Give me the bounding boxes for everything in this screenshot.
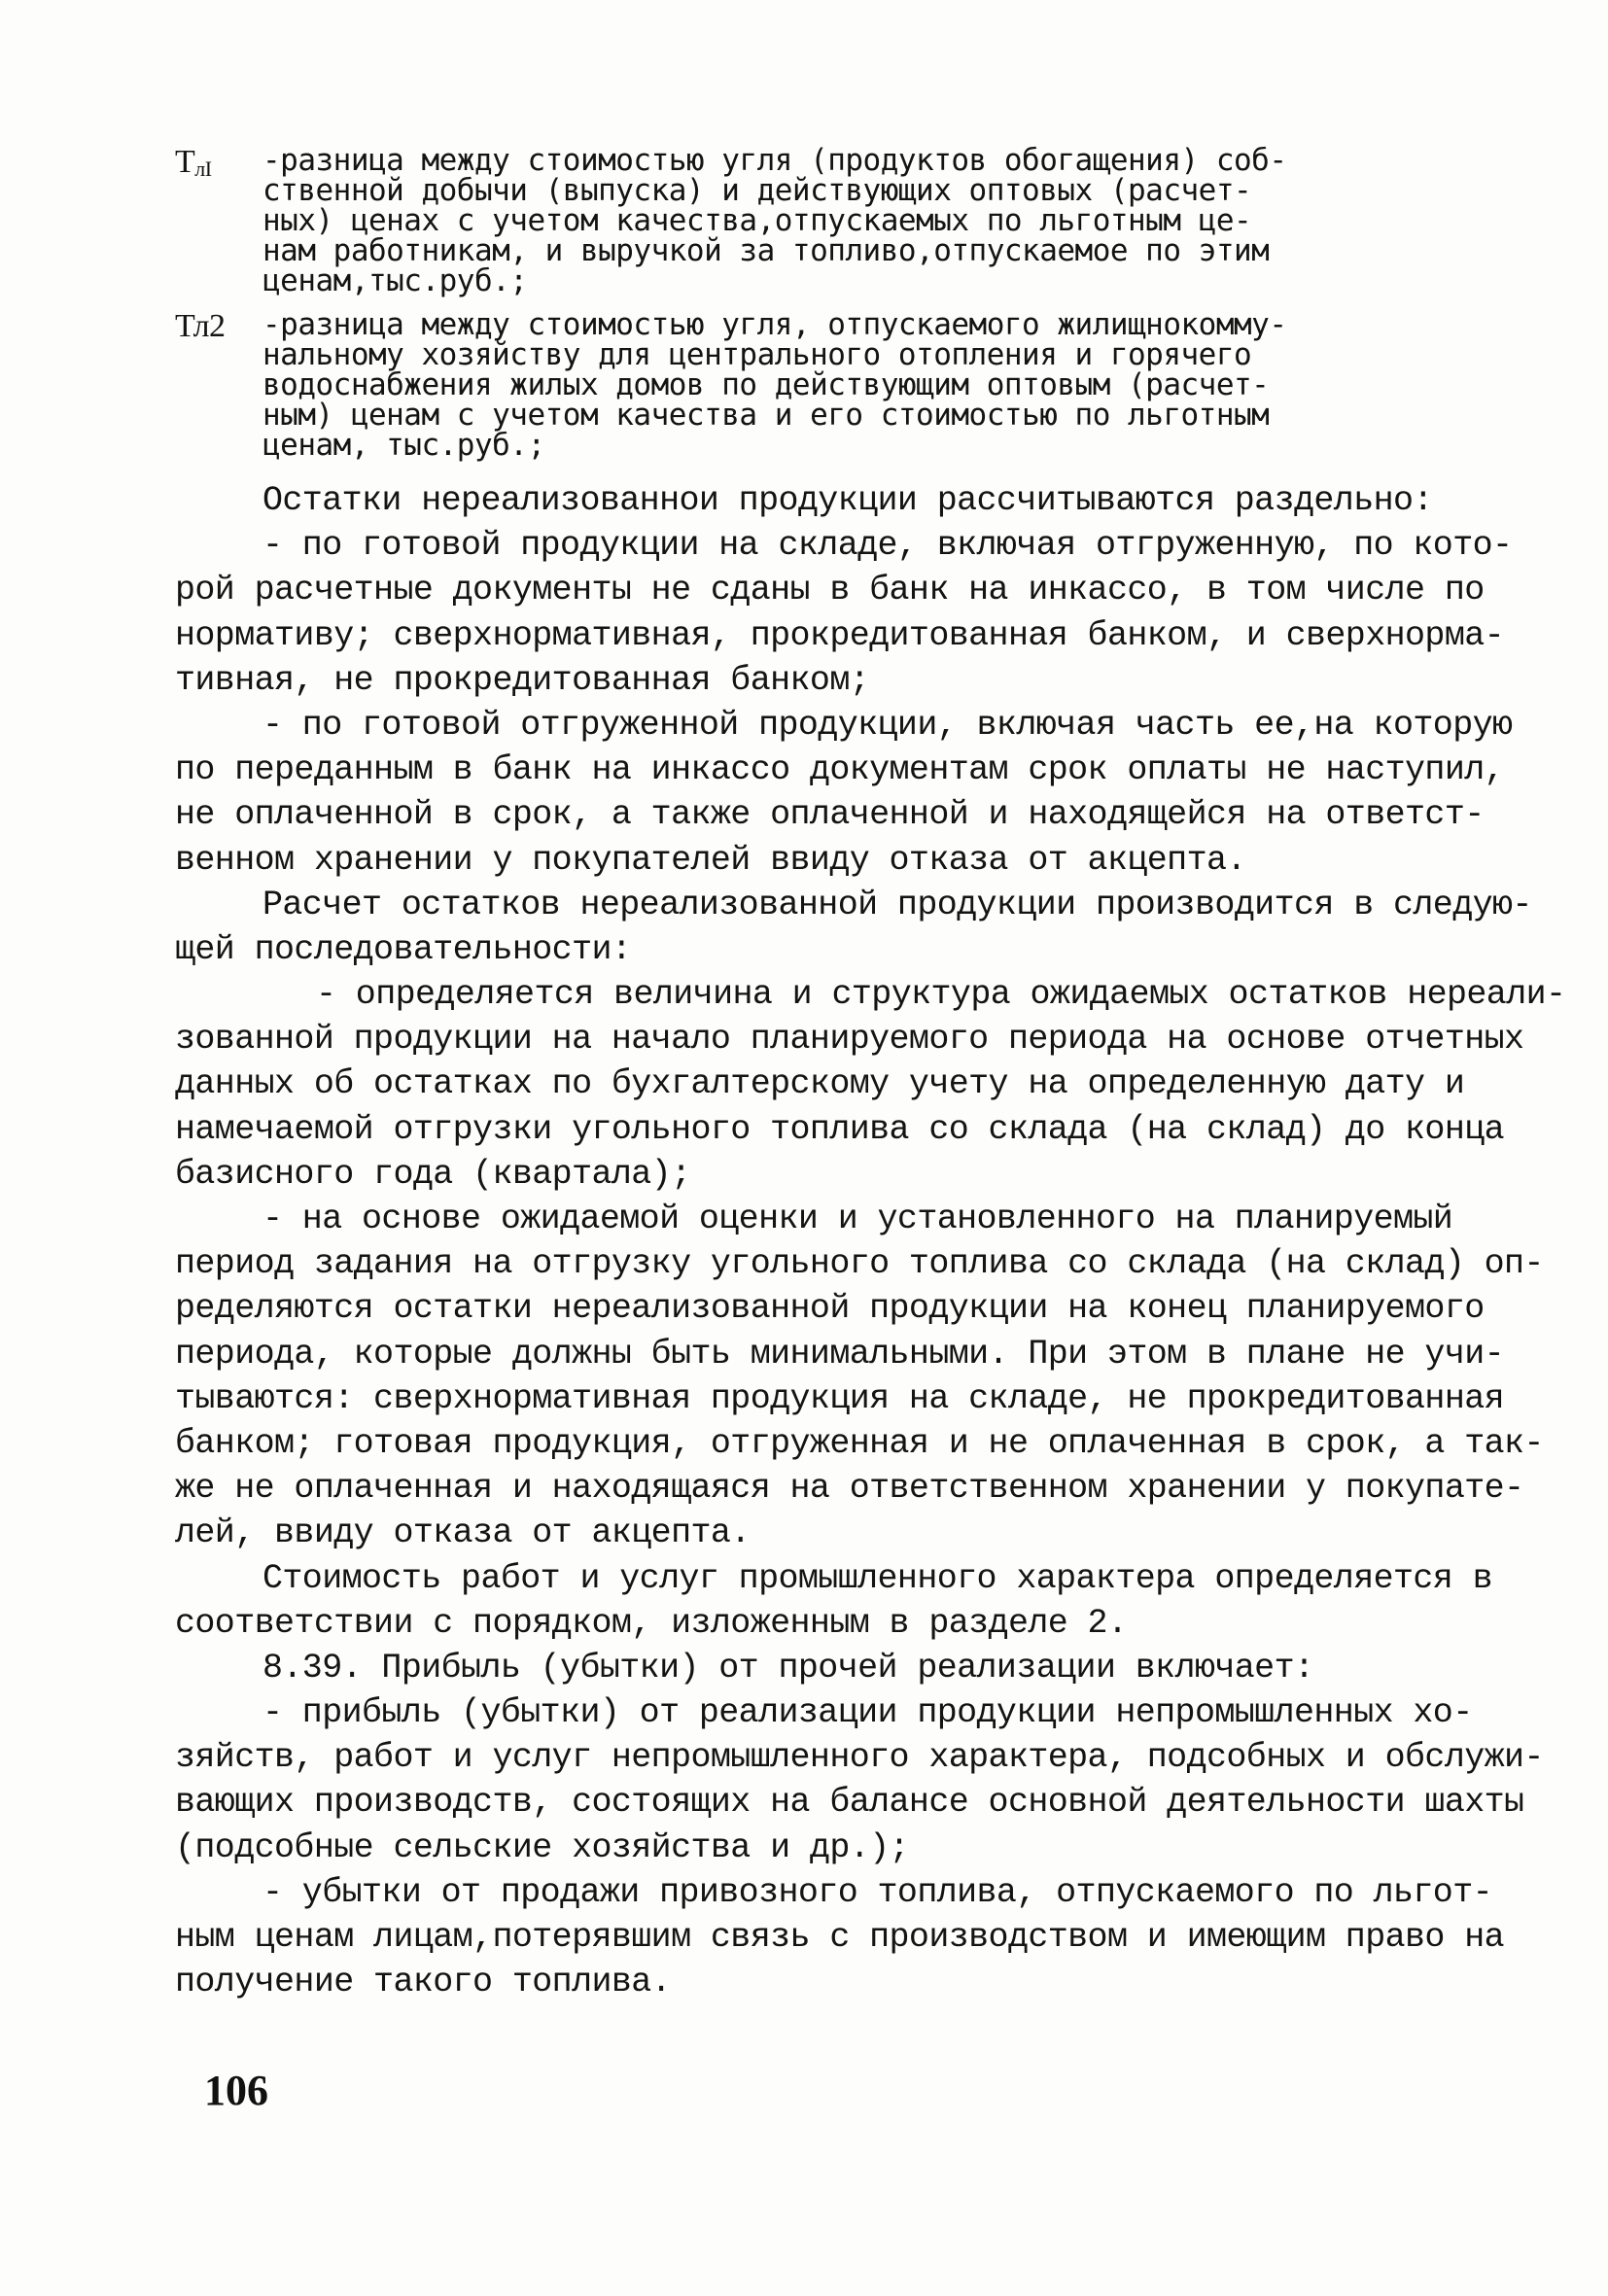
text-line: базисного года (квартала);: [175, 1154, 691, 1194]
text-line: - прибыль (убытки) от реализации продукции непромышленных хо-: [262, 1693, 1473, 1733]
text-line: по переданным в банк на инкассо документам срок оплаты не наступил,: [175, 750, 1505, 790]
page-number: 106: [204, 2067, 268, 2114]
text-line: лей, ввиду отказа от акцепта.: [175, 1513, 751, 1553]
body-text: [175, 478, 1566, 2004]
text-line: Расчет остатков нереализованной продукции производится в следую-: [262, 885, 1532, 924]
symbol-subscript: лI: [194, 157, 212, 181]
text-line: вающих производств, состоящих на балансе основной деятельности шахты: [175, 1783, 1524, 1823]
text-line: же не оплаченная и находящаяся на ответственном хранении у покупате-: [175, 1469, 1524, 1509]
definitions-block: [175, 143, 1478, 474]
text-line: банком; готовая продукция, отгруженная и не оплаченная в срок, а так-: [175, 1423, 1544, 1463]
symbol-base: Т: [175, 144, 195, 180]
definition-symbol: [175, 146, 262, 186]
definition-symbol: [175, 310, 262, 350]
text-line: зяйств, работ и услуг непромышленного характера, подсобных и обслужи-: [175, 1738, 1544, 1778]
text-line: намечаемой отгрузки угольного топлива со склада (на склад) до конца: [175, 1109, 1505, 1149]
text-line: Стоимость работ и услуг промышленного характера определяется в: [262, 1558, 1493, 1598]
text-line: тивная, не прокредитованная банком;: [175, 660, 870, 700]
text-line: - по готовой продукции на складе, включая отгруженную, по кото-: [262, 526, 1513, 566]
definition-item: [175, 307, 1478, 463]
text-line: венном хранении у покупателей ввиду отказа от акцепта.: [175, 840, 1246, 880]
text-line: не оплаченной в срок, а также оплаченной и находящейся на ответст-: [175, 795, 1485, 835]
text-line: 8.39. Прибыль (убытки) от прочей реализации включает:: [262, 1648, 1314, 1687]
text-line: Остатки нереализованнои продукции рассчитываются раздельно:: [262, 481, 1433, 520]
text-line: (подсобные сельские хозяйства и др.);: [175, 1827, 909, 1867]
text-line: период задания на отгрузку угольного топлива со склада (на склад) оп-: [175, 1244, 1544, 1284]
text-line: - убытки от продажи привозного топлива, отпускаемого по льгот-: [262, 1872, 1493, 1912]
symbol-base: Тл2: [175, 308, 226, 344]
text-line: периода, которые должны быть минимальными. При этом в плане не учи-: [175, 1334, 1505, 1374]
definition-text: -разница между стоимостью угля (продуктов обогащения) соб- ственной добычи (выпуска) и действующих оптовых (расчет- ных) ценах с учетом качества,отпускаемых по льготным це- нам работникам, и выручкой за топливо,отпускаемое по этим ценам,тыс.руб.;: [262, 143, 1287, 298]
text-line: соответствии с порядком, изложенным в разделе 2.: [175, 1603, 1128, 1643]
text-line: получение такого топлива.: [175, 1963, 672, 2002]
text-line: - по готовой отгруженной продукции, включая часть ее,на которую: [262, 705, 1513, 745]
definition-text: -разница между стоимостью угля, отпускаемого жилищнокомму- нальному хозяйству для центрального отопления и горячего водоснабжения жилых домов по действующим оптовым (расчет- ным) ценам с учетом качества и его стоимостью по льготным ценам, тыс.руб.;: [262, 307, 1287, 463]
text-line: зованной продукции на начало планируемого периода на основе отчетных: [175, 1020, 1524, 1060]
text-line: ределяются остатки нереализованной продукции на конец планируемого: [175, 1289, 1485, 1329]
text-line: рой расчетные документы не сданы в банк на инкассо, в том числе по: [175, 571, 1485, 610]
text-line: - определяется величина и структура ожидаемых остатков нереали-: [316, 975, 1566, 1015]
text-line: данных об остатках по бухгалтерскому учету на определенную дату и: [175, 1064, 1465, 1104]
text-line: тываются: сверхнормативная продукция на складе, не прокредитованная: [175, 1378, 1505, 1418]
text-line: нормативу; сверхнормативная, прокредитованная банком, и сверхнорма-: [175, 615, 1505, 655]
text-line: - на основе ожидаемой оценки и установленного на планируемый: [262, 1200, 1453, 1238]
definition-item: [175, 143, 1478, 298]
text-line: ным ценам лицам,потерявшим связь с производством и имеющим право на: [175, 1918, 1505, 1957]
text-line: щей последовательности:: [175, 929, 632, 969]
